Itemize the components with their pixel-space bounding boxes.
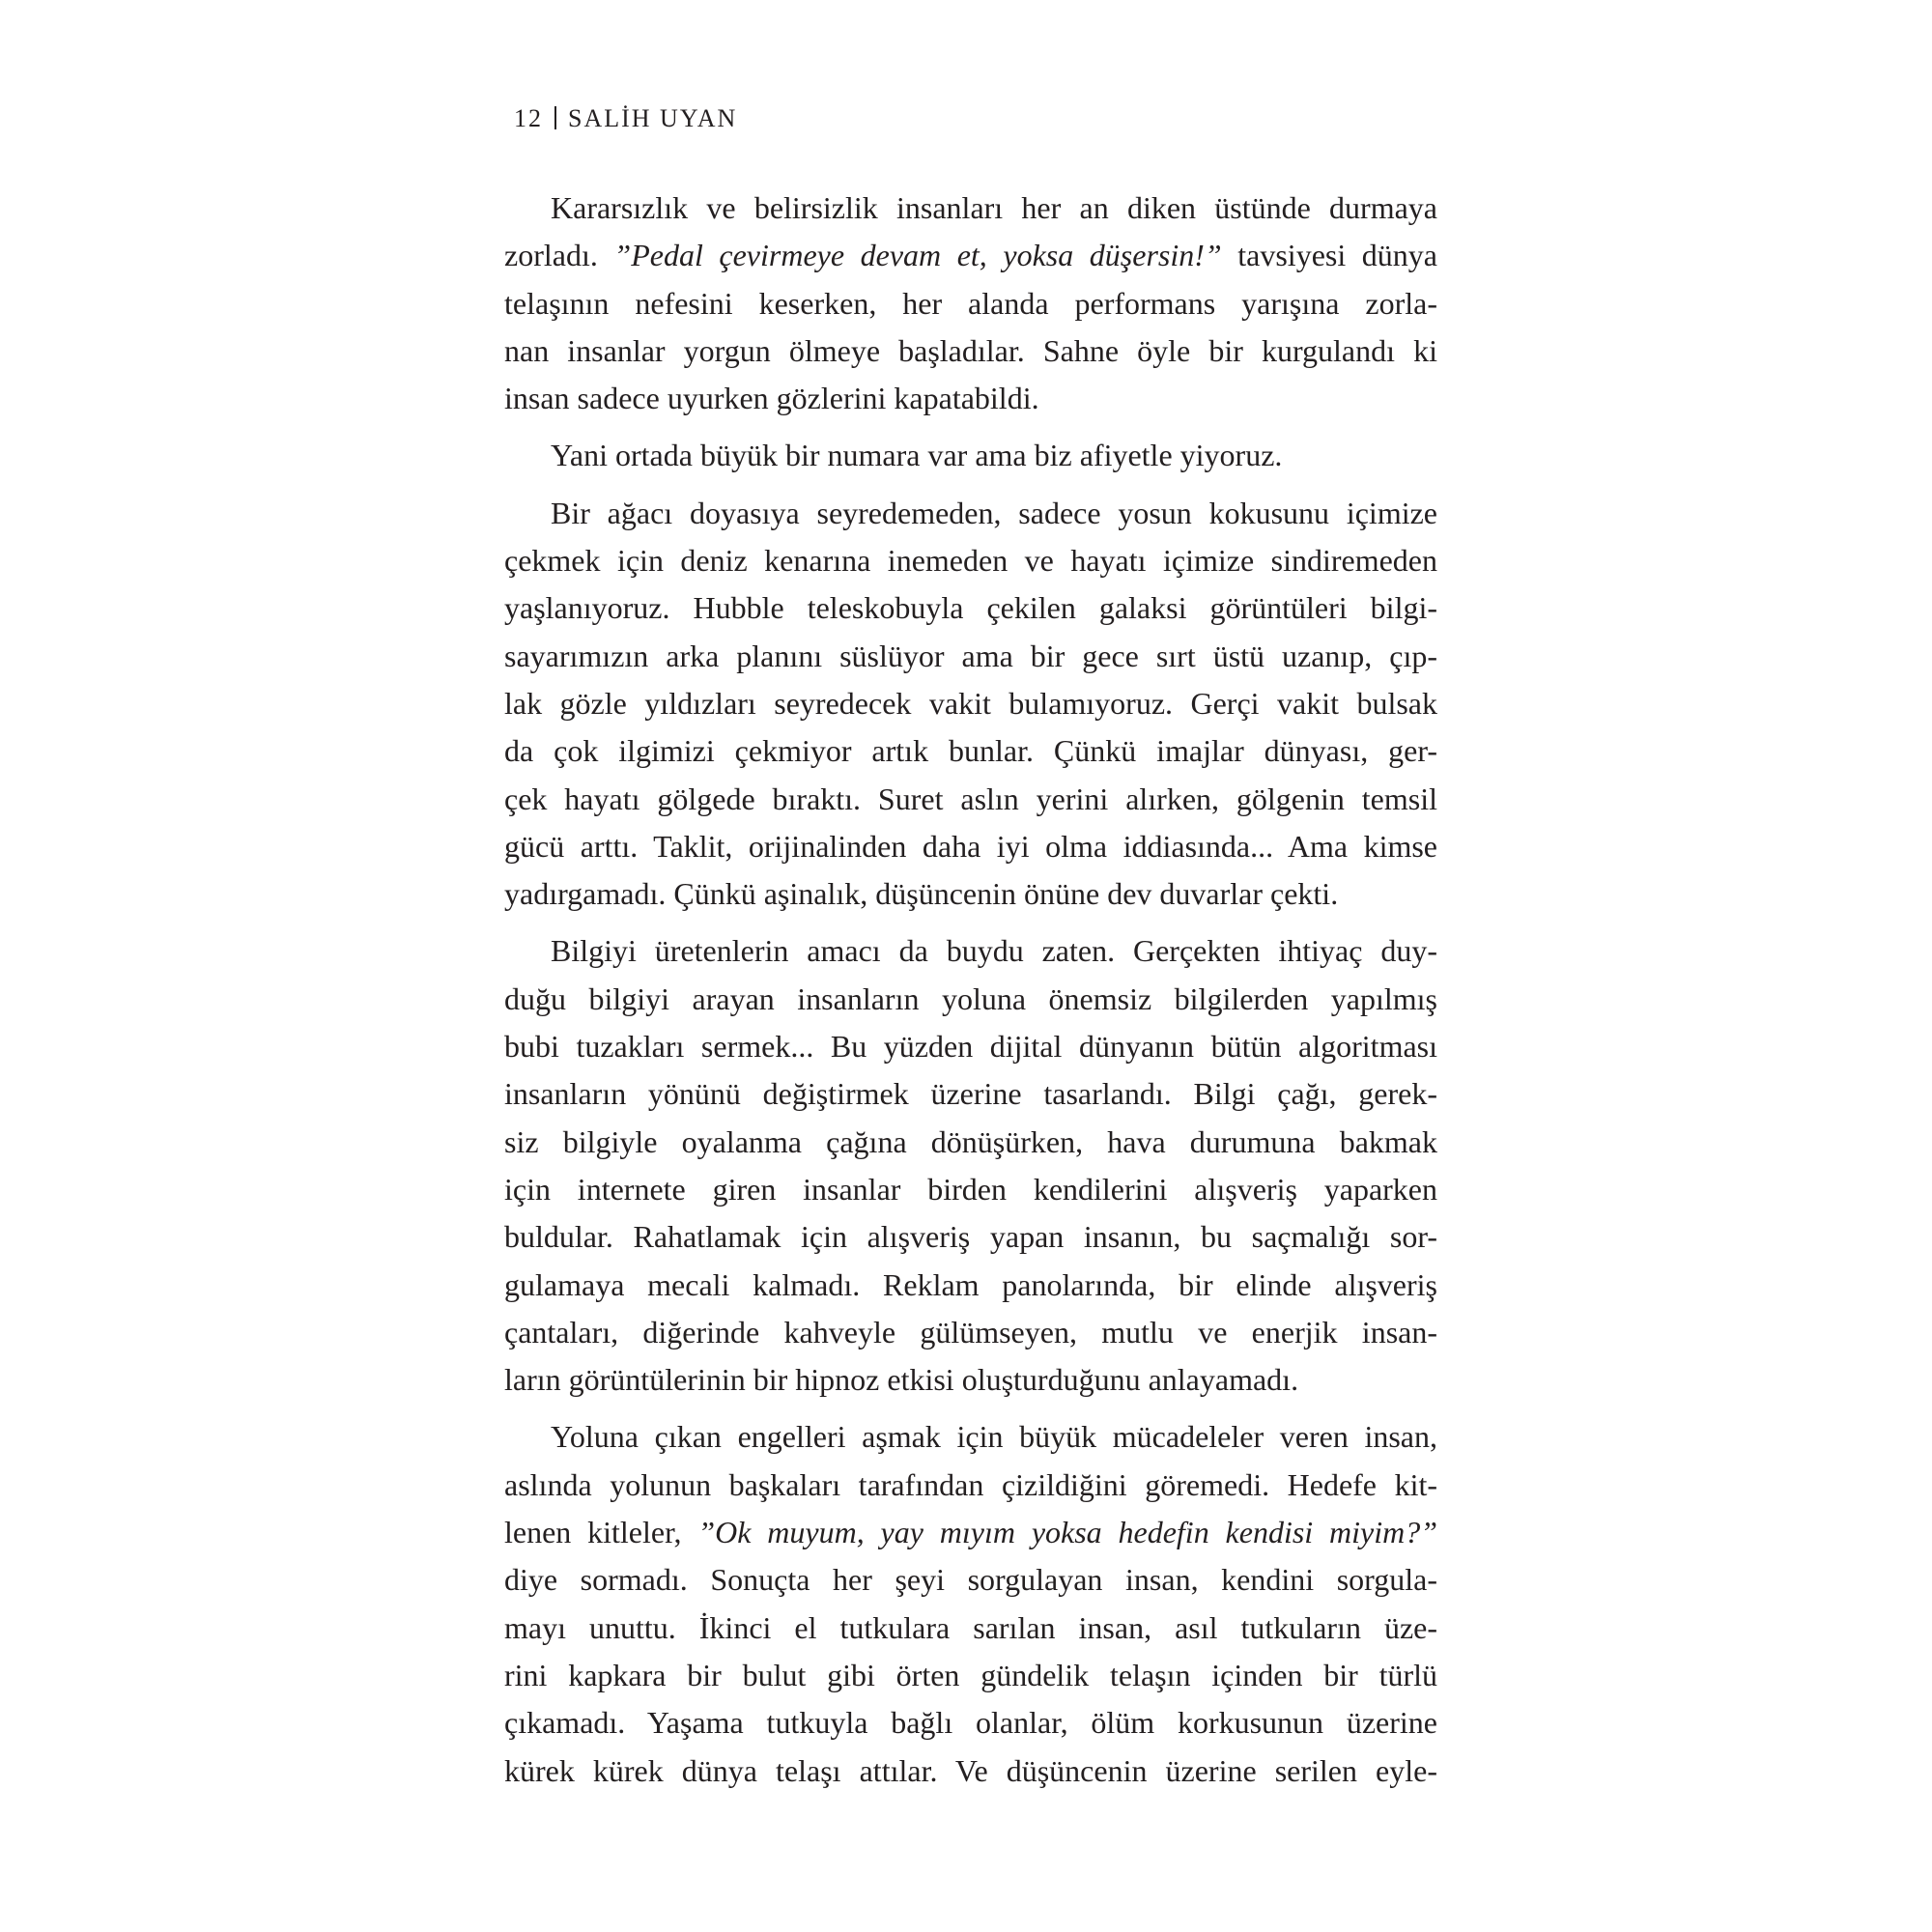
paragraph	[504, 490, 1437, 919]
text-line	[504, 1509, 1437, 1556]
text-line: nan insanlar yorgun ölmeye başladılar. Sahne öyle bir kurgulandı ki	[504, 332, 1437, 368]
author-name: SALİH UYAN	[568, 104, 738, 132]
text-line: duğu bilgiyi arayan insanların yoluna önemsiz bilgilerden yapılmış	[504, 980, 1437, 1016]
paragraph	[504, 927, 1437, 1404]
text-line: kürek kürek dünya telaşı attılar. Ve düşüncenin üzerine serilen eyle-	[504, 1752, 1437, 1788]
text-line: Yoluna çıkan engelleri aşmak için büyük mücadeleler veren insan,	[551, 1419, 1437, 1455]
paragraph	[504, 185, 1437, 422]
text-line	[504, 232, 1437, 279]
text-line: ların görüntülerinin bir hipnoz etkisi oluşturduğunu anlayamadı.	[504, 1362, 1299, 1398]
text-line: gücü arttı. Taklit, orijinalinden daha iyi olma iddiasında... Ama kimse	[504, 828, 1437, 864]
text-line: gulamaya mecali kalmadı. Reklam panolarında, bir elinde alışveriş	[504, 1266, 1437, 1302]
text-line: çantaları, diğerinde kahveyle gülümseyen, mutlu ve enerjik insan-	[504, 1314, 1437, 1350]
text-line: mayı unuttu. İkinci el tutkulara sarılan insan, asıl tutkuların üze-	[504, 1609, 1437, 1645]
text-line: için internete giren insanlar birden kendilerini alışveriş yaparken	[504, 1171, 1437, 1207]
text-run: tavsiyesi dünya	[1221, 238, 1438, 273]
text-line: çekmek için deniz kenarına inemeden ve hayatı içimize sindiremeden	[504, 543, 1437, 579]
text-line: Kararsızlık ve belirsizlik insanları her an diken üstünde durmaya	[551, 190, 1437, 225]
text-line: yadırgamadı. Çünkü aşinalık, düşüncenin önüne dev duvarlar çekti.	[504, 876, 1339, 912]
text-line: siz bilgiyle oyalanma çağına dönüşürken, hava durumuna bakmak	[504, 1123, 1437, 1159]
text-line: yaşlanıyoruz. Hubble teleskobuyla çekilen galaksi görüntüleri bilgi-	[504, 590, 1437, 626]
text-line: da çok ilgimizi çekmiyor artık bunlar. Çünkü imajlar dünyası, ger-	[504, 733, 1437, 769]
italic-quote: ”Pedal çevirmeye devam et, yoksa düşersin!”	[613, 238, 1222, 273]
page-number: 12	[514, 104, 543, 132]
text-run: zorladı.	[504, 238, 614, 273]
text-line: sayarımızın arka planını süslüyor ama bir gece sırt üstü uzanıp, çıp-	[504, 638, 1437, 673]
italic-quote: ”Ok muyum, yay mıyım yoksa hedefin kendisi miyim?”	[697, 1515, 1438, 1550]
text-line: aslında yolunun başkaları tarafından çizildiğini göremedi. Hedefe kit-	[504, 1466, 1437, 1502]
text-line: Bilgiyi üretenlerin amacı da buydu zaten. Gerçekten ihtiyaç duy-	[551, 933, 1437, 969]
body-text	[504, 185, 1437, 1804]
text-line: lak gözle yıldızları seyredecek vakit bulamıyoruz. Gerçi vakit bulsak	[504, 685, 1437, 721]
text-line: insanların yönünü değiştirmek üzerine tasarlandı. Bilgi çağı, gerek-	[504, 1076, 1437, 1112]
header-separator	[554, 106, 556, 129]
text-line: Yani ortada büyük bir numara var ama biz afiyetle yiyoruz.	[551, 438, 1283, 473]
text-line: bubi tuzakları sermek... Bu yüzden dijital dünyanın bütün algoritması	[504, 1029, 1437, 1065]
running-head	[514, 104, 737, 133]
text-run: lenen kitleler,	[504, 1515, 698, 1550]
paragraph	[504, 1413, 1437, 1794]
paragraph	[504, 432, 1437, 479]
text-line: Bir ağacı doyasıya seyredemeden, sadece yosun kokusunu içimize	[551, 495, 1437, 530]
text-line: çek hayatı gölgede bıraktı. Suret aslın yerini alırken, gölgenin temsil	[504, 781, 1437, 816]
text-line: buldular. Rahatlamak için alışveriş yapan insanın, bu saçmalığı sor-	[504, 1219, 1437, 1255]
text-line: çıkamadı. Yaşama tutkuyla bağlı olanlar, ölüm korkusunun üzerine	[504, 1705, 1437, 1741]
text-line: diye sormadı. Sonuçta her şeyi sorgulayan insan, kendini sorgula-	[504, 1562, 1437, 1598]
text-line: telaşının nefesini keserken, her alanda performans yarışına zorla-	[504, 285, 1437, 321]
text-line: rini kapkara bir bulut gibi örten gündelik telaşın içinden bir türlü	[504, 1657, 1437, 1692]
text-line: insan sadece uyurken gözlerini kapatabildi.	[504, 381, 1039, 416]
